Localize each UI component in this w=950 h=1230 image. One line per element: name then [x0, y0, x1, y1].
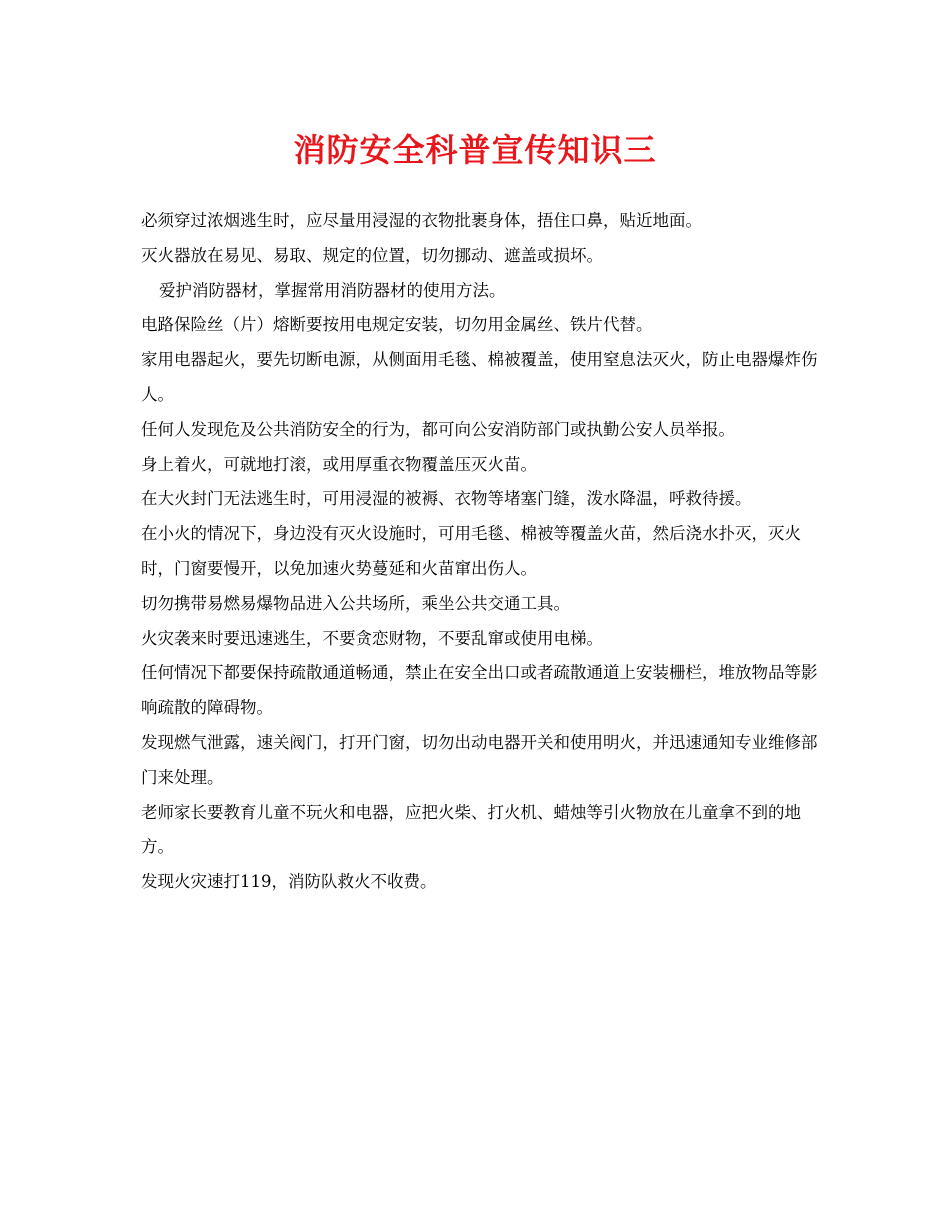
paragraph: 老师家长要教育儿童不玩火和电器，应把火柴、打火机、蜡烛等引火物放在儿童拿不到的地方。 — [141, 802, 801, 857]
document-title: 消防安全科普宣传知识三 — [293, 131, 657, 169]
paragraph: 电路保险丝（片）熔断要按用电规定安装，切勿用金属丝、铁片代替。 — [141, 315, 653, 335]
paragraph: 在小火的情况下，身边没有灭火设施时，可用毛毯、棉被等覆盖火苗，然后浇水扑灭，灭火时，门窗要慢开，以免加速火势蔓延和火苗窜出伤人。 — [141, 524, 801, 578]
paragraph: 身上着火，可就地打滚，或用厚重衣物覆盖压灭火苗。 — [141, 454, 537, 474]
paragraph: 家用电器起火，要先切断电源，从侧面用毛毯、棉被覆盖，使用窒息法灭火，防止电器爆炸伤人。 — [141, 350, 818, 404]
paragraph: 任何情况下都要保持疏散通道畅通，禁止在安全出口或者疏散通道上安装栅栏，堆放物品等影响疏散的障碍物。 — [141, 663, 818, 718]
paragraph: 爱护消防器材，掌握常用消防器材的使用方法。 — [159, 280, 506, 300]
paragraph: 在大火封门无法逃生时，可用浸湿的被褥、衣物等堵塞门缝，泼水降温，呼救待援。 — [141, 489, 752, 509]
paragraph: 发现火灾速打119，消防队救火不收费。 — [141, 872, 437, 892]
paragraph: 任何人发现危及公共消防安全的行为，都可向公安消防部门或执勤公安人员举报。 — [141, 419, 735, 439]
paragraph: 发现燃气泄露，速关阀门，打开门窗，切勿出动电器开关和使用明火，并迅速通知专业维修部门来处理。 — [141, 732, 818, 787]
paragraph: 必须穿过浓烟逃生时，应尽量用浸湿的衣物批裹身体，捂住口鼻，贴近地面。 — [141, 211, 702, 230]
paragraph: 切勿携带易燃易爆物品进入公共场所，乘坐公共交通工具。 — [141, 593, 570, 613]
document-body — [141, 204, 831, 900]
paragraph: 灭火器放在易见、易取、规定的位置，切勿挪动、遮盖或损坏。 — [141, 245, 603, 265]
paragraph: 火灾袭来时要迅速逃生，不要贪恋财物，不要乱窜或使用电梯。 — [141, 628, 603, 648]
